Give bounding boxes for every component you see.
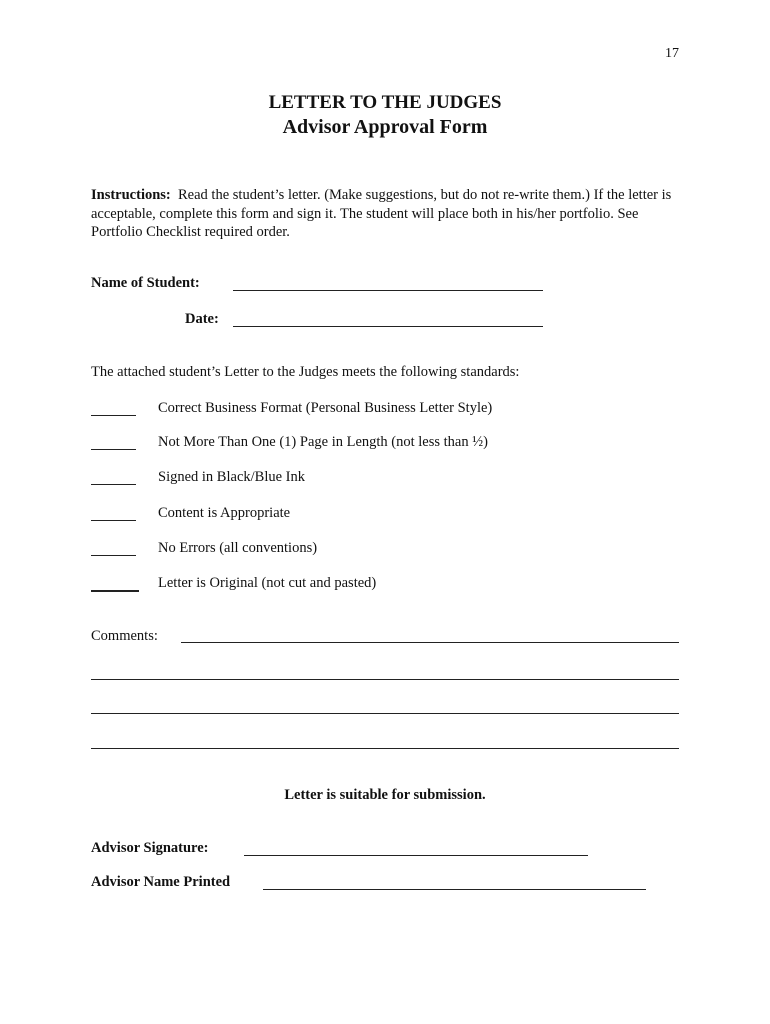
comments-label: Comments: [91, 628, 158, 644]
standard-label: Letter is Original (not cut and pasted) [158, 575, 377, 591]
advisor-signature-line[interactable] [244, 855, 588, 856]
advisor-name-printed-label: Advisor Name Printed [91, 874, 231, 890]
comments-line[interactable] [91, 713, 679, 714]
standard-checkbox-line[interactable] [91, 449, 136, 450]
standard-checkbox-line[interactable] [91, 555, 136, 556]
student-name-label: Name of Student: [91, 275, 200, 291]
instructions-text: Read the student’s letter. (Make suggestions, but do not re-write them.) If the letter is acceptable, complete this form and sign it. The student will place both in his/her portfolio. See Portfolio Checklist required order. [91, 187, 672, 240]
standard-checkbox-line[interactable] [91, 484, 136, 485]
standard-checkbox-line[interactable] [91, 590, 139, 592]
form-subtitle: Advisor Approval Form [282, 116, 488, 138]
standard-label: No Errors (all conventions) [158, 540, 318, 556]
standard-checkbox-line[interactable] [91, 520, 136, 521]
advisor-signature-label: Advisor Signature: [91, 840, 209, 856]
suitable-statement: Letter is suitable for submission. [284, 787, 486, 803]
standard-checkbox-line[interactable] [91, 415, 136, 416]
student-name-line[interactable] [233, 290, 543, 291]
page-number: 17 [665, 46, 679, 61]
instructions [91, 186, 683, 242]
standard-label: Content is Appropriate [158, 505, 291, 521]
advisor-name-printed-line[interactable] [263, 889, 646, 890]
standard-label: Correct Business Format (Personal Business Letter Style) [158, 400, 493, 416]
instructions-label: Instructions: [91, 187, 171, 203]
standard-label: Signed in Black/Blue Ink [158, 469, 305, 485]
comments-line[interactable] [181, 642, 679, 643]
date-label: Date: [185, 311, 219, 327]
comments-line[interactable] [91, 748, 679, 749]
standards-intro: The attached student’s Letter to the Judges meets the following standards: [91, 364, 520, 380]
form-title: LETTER TO THE JUDGES [268, 92, 502, 113]
comments-line[interactable] [91, 679, 679, 680]
date-line[interactable] [233, 326, 543, 327]
standard-label: Not More Than One (1) Page in Length (not less than ½) [158, 434, 488, 450]
